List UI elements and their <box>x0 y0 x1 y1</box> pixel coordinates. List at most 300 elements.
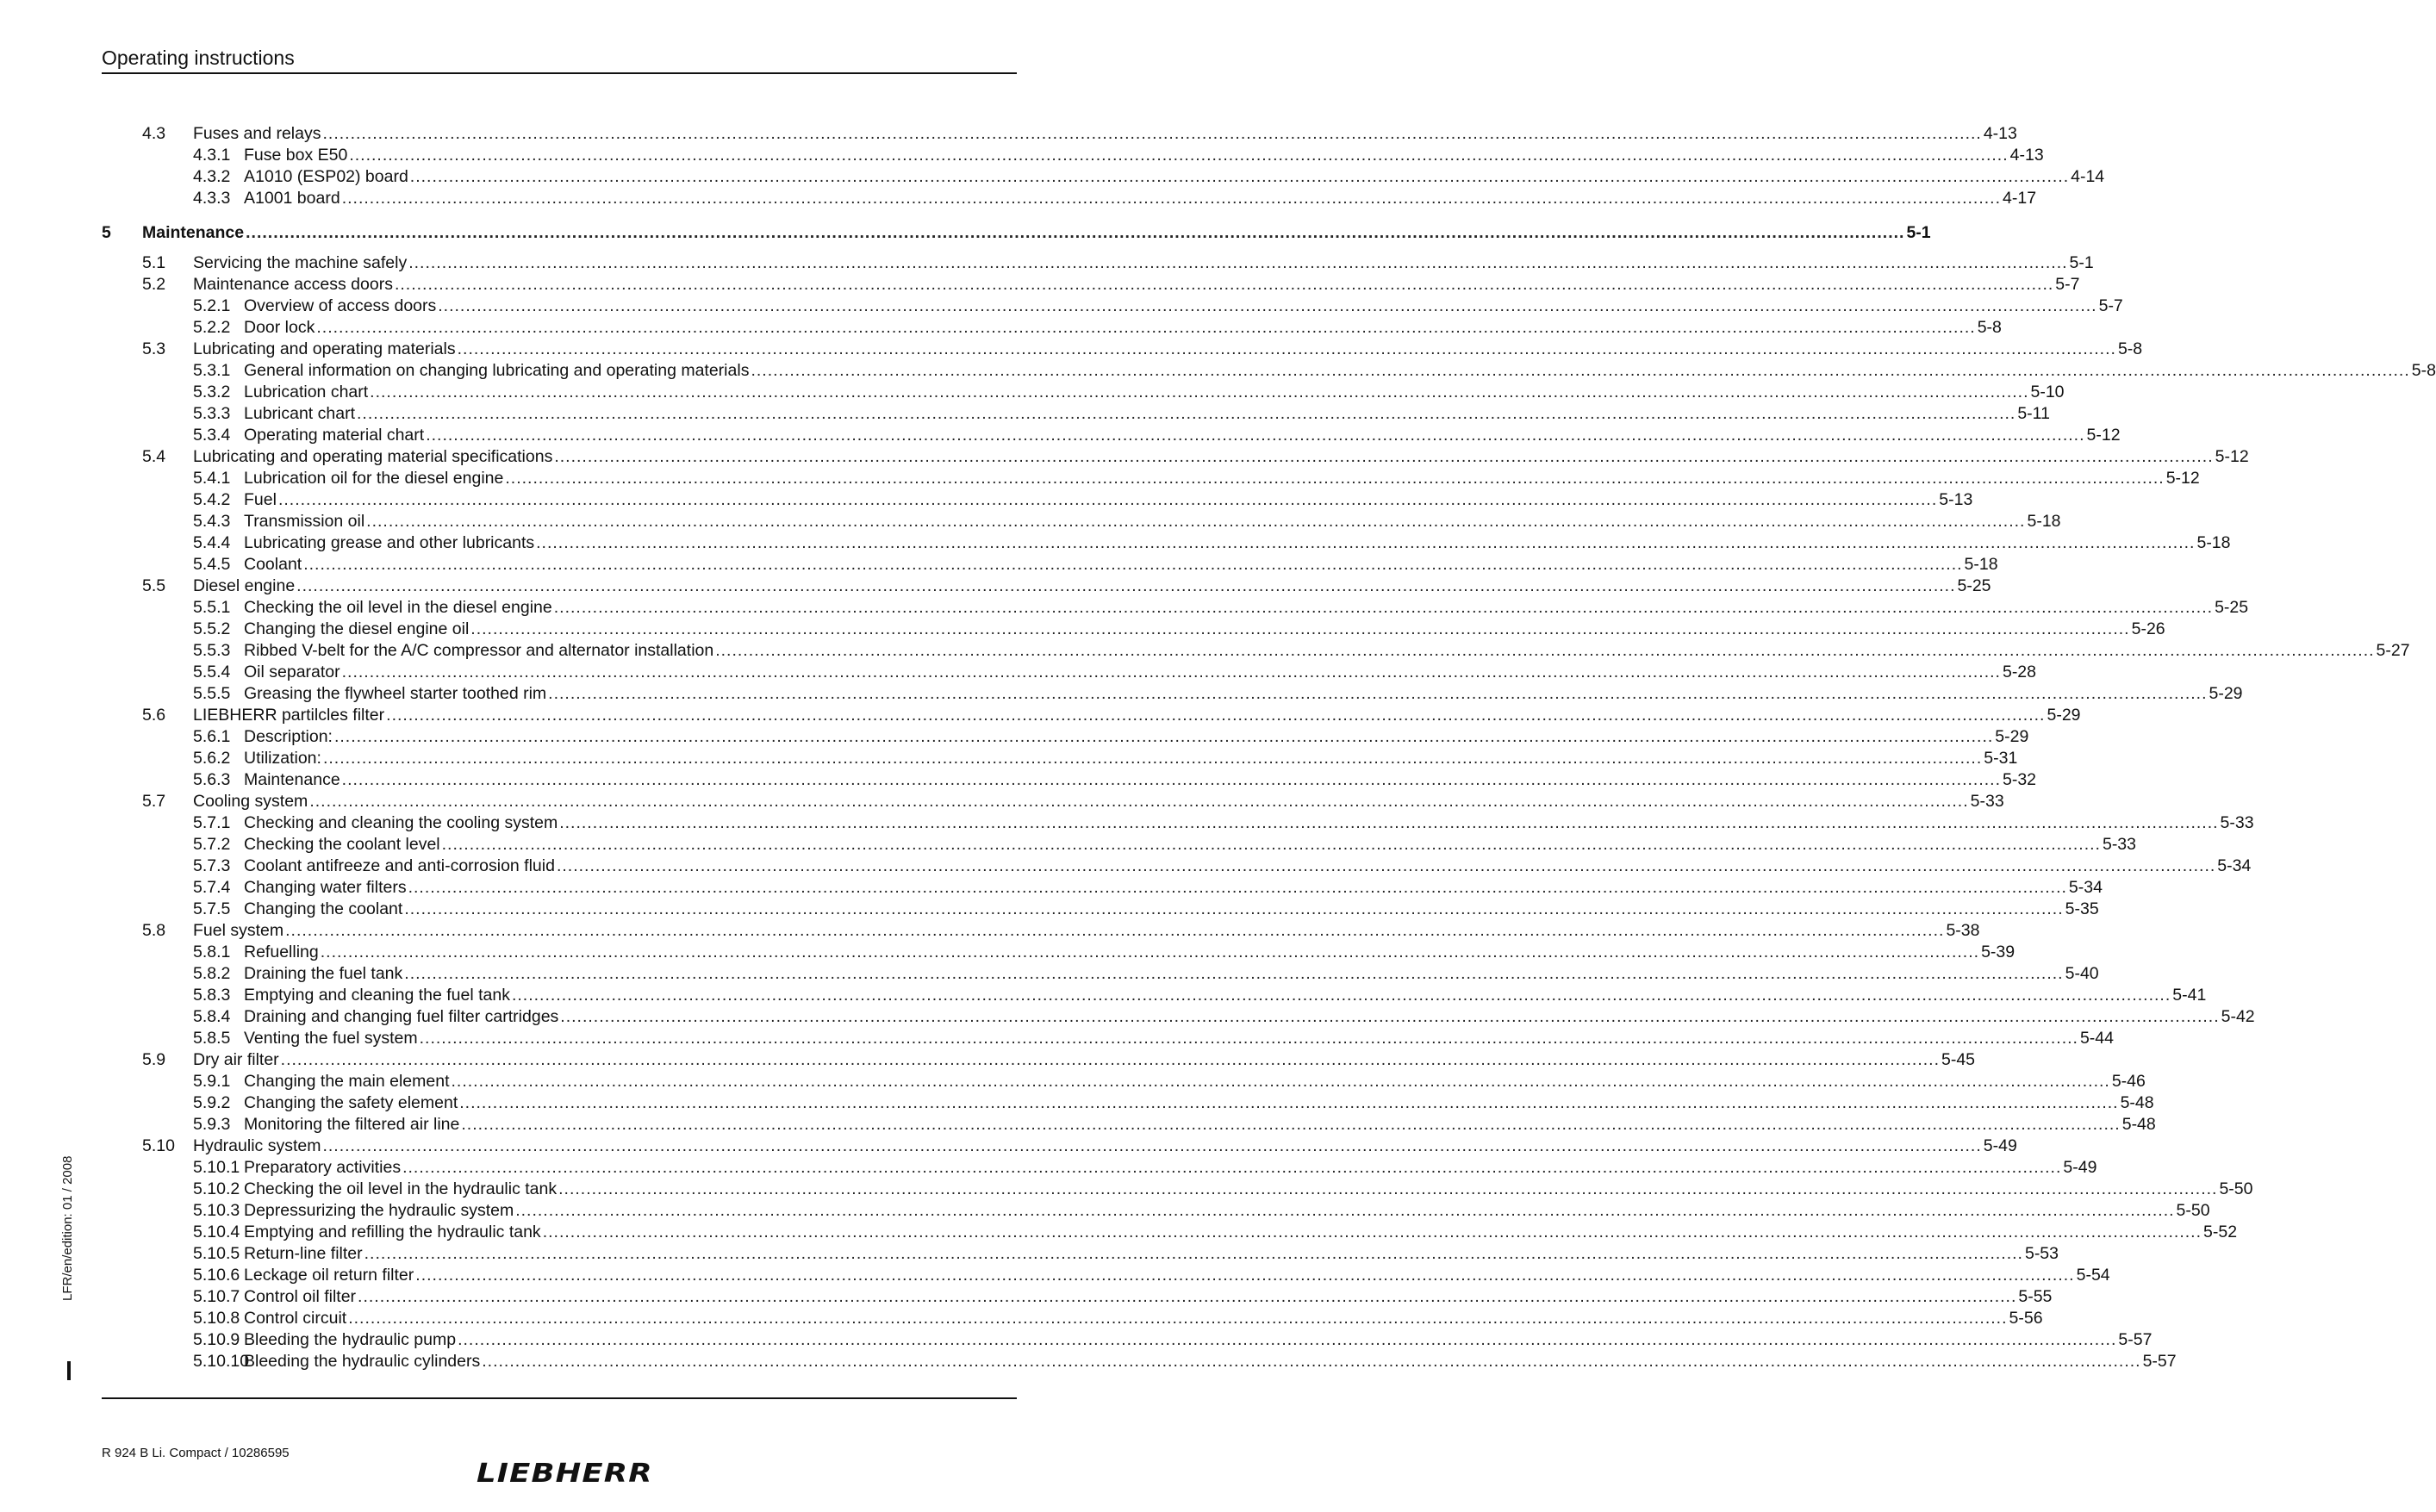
liebherr-logo: LIEBHERR <box>477 1459 653 1489</box>
toc-entry-number: 5.3.2 <box>193 383 231 401</box>
toc-entry-title: Oil separator <box>244 663 340 681</box>
toc-entry-title: Door lock <box>244 318 315 337</box>
toc-entry-title: Fuel <box>244 490 277 509</box>
toc-entry-title: Depressurizing the hydraulic system <box>244 1201 514 1220</box>
toc-entry-page: 5-8 <box>2411 361 2436 380</box>
toc-entry-number: 5.2.2 <box>193 318 231 337</box>
toc-entry-line <box>193 339 2143 360</box>
dot-leader: ............................................................................................................................................................................................................................................................................................................ <box>341 770 2001 789</box>
toc-entry[interactable] <box>0 619 2165 640</box>
dot-leader: ............................................................................................................................................................................................................................................................................................................ <box>426 426 2085 445</box>
toc-entry-number: 5.3 <box>142 339 166 358</box>
toc-entry-page: 5-55 <box>2018 1287 2053 1306</box>
toc-entry[interactable] <box>0 274 2080 296</box>
toc-entry-page: 5-40 <box>2065 964 2099 983</box>
toc-entry-line <box>193 274 2080 296</box>
dot-leader: ............................................................................................................................................................................................................................................................................................................ <box>553 598 2214 617</box>
toc-entry-title: Checking the coolant level <box>244 835 440 854</box>
toc-entry-number: 5.9 <box>142 1050 166 1069</box>
dot-leader: ............................................................................................................................................................................................................................................................................................................ <box>459 1093 2119 1112</box>
toc-entry-number: 5.4 <box>142 447 166 466</box>
dot-leader: ............................................................................................................................................................................................................................................................................................................ <box>322 1136 1982 1155</box>
toc-entry-line <box>244 812 2254 834</box>
toc-entry-line <box>244 1222 2238 1243</box>
toc-entry-page: 5-57 <box>2118 1330 2153 1349</box>
toc-entry[interactable] <box>0 942 2015 963</box>
toc-entry[interactable] <box>0 856 2252 877</box>
toc-entry-title: Overview of access doors <box>244 296 437 315</box>
toc-entry-page: 5-29 <box>1995 727 2029 746</box>
toc-entry[interactable] <box>0 1114 2156 1136</box>
toc-entry-title: Utilization: <box>244 749 321 768</box>
toc-entry-line <box>244 317 2002 339</box>
toc-entry-title: Lubrication chart <box>244 383 369 401</box>
dot-leader: ............................................................................................................................................................................................................................................................................................................ <box>536 533 2196 552</box>
toc-entry[interactable] <box>0 791 2004 812</box>
toc-entry-page: 5-56 <box>2009 1309 2043 1328</box>
toc-entry-line <box>244 985 2207 1006</box>
toc-entry[interactable] <box>0 166 2105 188</box>
toc-entry[interactable] <box>0 489 1973 511</box>
toc-entry[interactable] <box>0 554 1998 576</box>
toc-entry-page: 5-49 <box>2063 1158 2097 1177</box>
toc-entry[interactable] <box>0 640 2410 662</box>
toc-entry-page: 5-50 <box>2219 1179 2253 1198</box>
toc-entry-number: 5.7.2 <box>193 835 231 854</box>
toc-entry-number: 5.3.4 <box>193 426 231 445</box>
footer-divider <box>102 1397 1017 1399</box>
toc-entry-number: 5.9.1 <box>193 1072 231 1091</box>
toc-entry-title: Changing water filters <box>244 878 407 897</box>
toc-entry[interactable] <box>0 468 2200 489</box>
toc-entry[interactable] <box>0 769 2037 791</box>
toc-entry-title: Fuses and relays <box>193 124 321 143</box>
toc-entry-line <box>244 1028 2114 1049</box>
toc-entry[interactable] <box>0 1222 2238 1243</box>
toc-entry-page: 4-17 <box>2003 189 2037 208</box>
dot-leader: ............................................................................................................................................................................................................................................................................................................ <box>246 223 1905 242</box>
toc-entry-title: Maintenance access doors <box>193 275 393 294</box>
dot-leader: ............................................................................................................................................................................................................................................................................................................ <box>482 1352 2141 1371</box>
toc-entry[interactable] <box>0 1329 2153 1351</box>
toc-entry-line <box>244 188 2037 209</box>
dot-leader: ............................................................................................................................................................................................................................................................................................................ <box>419 1029 2078 1048</box>
toc-entry-title: Draining the fuel tank <box>244 964 403 983</box>
toc-entry-page: 5-28 <box>2002 663 2036 681</box>
toc-entry[interactable] <box>0 1286 2053 1308</box>
dot-leader: ............................................................................................................................................................................................................................................................................................................ <box>458 1330 2117 1349</box>
toc-entry[interactable] <box>0 317 2002 339</box>
toc-entry[interactable] <box>0 662 2036 683</box>
toc-entry[interactable] <box>0 1265 2110 1286</box>
dot-leader: ............................................................................................................................................................................................................................................................................................................ <box>559 813 2219 832</box>
toc-entry[interactable] <box>0 1243 2059 1265</box>
dot-leader: ............................................................................................................................................................................................................................................................................................................ <box>316 318 1976 337</box>
toc-entry-line <box>244 1265 2110 1286</box>
dot-leader: ............................................................................................................................................................................................................................................................................................................ <box>348 1309 2008 1328</box>
toc-entry-line <box>193 705 2081 726</box>
toc-entry-line <box>244 597 2249 619</box>
dot-leader: ............................................................................................................................................................................................................................................................................................................ <box>386 706 2046 725</box>
toc-entry-page: 5-44 <box>2079 1029 2114 1048</box>
toc-entry-line <box>193 1136 2017 1157</box>
toc-entry[interactable] <box>0 726 2029 748</box>
toc-entry-line <box>244 1157 2097 1179</box>
toc-entry-number: 5.3.1 <box>193 361 231 380</box>
toc-entry-number: 5.2 <box>142 275 166 294</box>
toc-entry-line <box>244 662 2036 683</box>
toc-entry-title: Preparatory activities <box>244 1158 402 1177</box>
toc-entry-number: 4.3 <box>142 124 166 143</box>
toc-entry-title: Changing the coolant <box>244 899 403 918</box>
toc-entry-title: Bleeding the hydraulic cylinders <box>244 1352 481 1371</box>
toc-entry-page: 5-25 <box>2215 598 2249 617</box>
toc-entry-page: 5-33 <box>2220 813 2254 832</box>
toc-entry[interactable] <box>0 188 2037 209</box>
toc-entry-title: Operating material chart <box>244 426 425 445</box>
toc-entry-number: 5.7.3 <box>193 856 231 875</box>
toc-entry-line <box>193 446 2249 468</box>
toc-entry-line <box>244 640 2410 662</box>
toc-entry[interactable] <box>0 252 2094 274</box>
toc-entry-number: 5.5.3 <box>193 641 231 660</box>
dot-leader: ............................................................................................................................................................................................................................................................................................................ <box>366 512 2026 531</box>
toc-entry[interactable] <box>0 1157 2097 1179</box>
toc-entry-number: 5.8.2 <box>193 964 231 983</box>
toc-entry-page: 5-1 <box>2069 253 2094 272</box>
dot-leader: ............................................................................................................................................................................................................................................................................................................ <box>349 146 2009 165</box>
dot-leader: ............................................................................................................................................................................................................................................................................................................ <box>285 921 1945 940</box>
dot-leader: ............................................................................................................................................................................................................................................................................................................ <box>441 835 2101 854</box>
toc-entry-number: 5.5.4 <box>193 663 231 681</box>
toc-entry-number: 5.4.3 <box>193 512 231 531</box>
toc-entry-page: 5-42 <box>2221 1007 2255 1026</box>
toc-entry[interactable] <box>0 1200 2210 1222</box>
toc-entry-number: 5.9.3 <box>193 1115 231 1134</box>
toc-entry-number: 5.5.2 <box>193 619 231 638</box>
toc-entry-title: Lubricating grease and other lubricants <box>244 533 535 552</box>
dot-leader: ............................................................................................................................................................................................................................................................................................................ <box>408 253 2068 272</box>
toc-entry[interactable] <box>0 899 2099 920</box>
dot-leader: ............................................................................................................................................................................................................................................................................................................ <box>357 404 2016 423</box>
toc-entry[interactable] <box>0 425 2121 446</box>
toc-entry-line <box>244 856 2252 877</box>
dot-leader: ............................................................................................................................................................................................................................................................................................................ <box>505 469 2165 488</box>
dot-leader: ............................................................................................................................................................................................................................................................................................................ <box>296 576 1956 595</box>
toc-entry-page: 5-41 <box>2172 986 2207 1005</box>
toc-entry[interactable] <box>0 339 2143 360</box>
toc-entry-title: Lubricating and operating material specifications <box>193 447 553 466</box>
toc-entry[interactable] <box>0 222 1931 244</box>
toc-entry[interactable] <box>0 1071 2146 1092</box>
toc-entry-line <box>244 554 1998 576</box>
toc-entry-title: Greasing the flywheel starter toothed rim <box>244 684 547 703</box>
dot-leader: ............................................................................................................................................................................................................................................................................................................ <box>542 1223 2202 1241</box>
toc-entry-number: 5.4.2 <box>193 490 231 509</box>
toc-entry-number: 4.3.1 <box>193 146 231 165</box>
toc-entry-page: 5-57 <box>2142 1352 2177 1371</box>
toc-entry-title: Draining and changing fuel filter cartridges <box>244 1007 559 1026</box>
toc-entry[interactable] <box>0 1308 2043 1329</box>
toc-entry[interactable] <box>0 1028 2114 1049</box>
toc-entry[interactable] <box>0 985 2207 1006</box>
toc-entry-line <box>244 1308 2043 1329</box>
toc-entry-line <box>244 489 1973 511</box>
dot-leader: ............................................................................................................................................................................................................................................................................................................ <box>333 727 1994 746</box>
toc-entry[interactable] <box>0 1049 1976 1071</box>
toc-entry[interactable] <box>0 920 1980 942</box>
toc-entry-number: 5.6.1 <box>193 727 231 746</box>
toc-entry[interactable] <box>0 1136 2017 1157</box>
toc-entry[interactable] <box>0 963 2099 985</box>
toc-entry-title: Coolant antifreeze and anti-corrosion fluid <box>244 856 555 875</box>
dot-leader: ............................................................................................................................................................................................................................................................................................................ <box>277 490 1938 509</box>
toc-entry-number: 5.7 <box>142 792 166 811</box>
toc-entry-page: 5-26 <box>2131 619 2165 638</box>
toc-entry-number: 5 <box>102 223 111 242</box>
toc-entry-line <box>244 619 2165 640</box>
page-title: Operating instructions <box>102 47 295 69</box>
toc-entry-line <box>193 920 1980 942</box>
toc-entry-page: 5-1 <box>1906 223 1931 242</box>
dot-leader: ............................................................................................................................................................................................................................................................................................................ <box>303 555 1963 574</box>
toc-entry-number: 5.10.9 <box>193 1330 240 1349</box>
dot-leader: ............................................................................................................................................................................................................................................................................................................ <box>751 361 2410 380</box>
dot-leader: ............................................................................................................................................................................................................................................................................................................ <box>461 1115 2121 1134</box>
toc-entry-line <box>244 1114 2156 1136</box>
toc-entry-line <box>244 877 2103 899</box>
toc-entry[interactable] <box>0 812 2254 834</box>
toc-entry-number: 5.10.6 <box>193 1266 240 1285</box>
dot-leader: ............................................................................................................................................................................................................................................................................................................ <box>408 878 2067 897</box>
toc-entry[interactable] <box>0 382 2065 403</box>
toc-entry-title: Control oil filter <box>244 1287 357 1306</box>
toc-entry[interactable] <box>0 1006 2255 1028</box>
toc-entry[interactable] <box>0 360 2436 382</box>
change-bar <box>67 1361 71 1380</box>
toc-entry-title: Transmission oil <box>244 512 365 531</box>
toc-entry-number: 5.7.4 <box>193 878 231 897</box>
toc-entry[interactable] <box>0 145 2044 166</box>
toc-entry-page: 5-46 <box>2111 1072 2146 1091</box>
dot-leader: ............................................................................................................................................................................................................................................................................................................ <box>322 749 1983 768</box>
toc-entry[interactable] <box>0 834 2136 856</box>
dot-leader: ............................................................................................................................................................................................................................................................................................................ <box>394 275 2054 294</box>
toc-entry-line <box>193 252 2094 274</box>
toc-entry-title: Changing the diesel engine oil <box>244 619 470 638</box>
toc-entry-line <box>244 403 2050 425</box>
dot-leader: ............................................................................................................................................................................................................................................................................................................ <box>370 383 2029 401</box>
toc-entry[interactable] <box>0 1351 2177 1372</box>
toc-entry-line <box>244 963 2099 985</box>
toc-entry-page: 5-54 <box>2076 1266 2110 1285</box>
toc-entry-number: 5.6 <box>142 706 166 725</box>
toc-entry-page: 5-48 <box>2121 1115 2156 1134</box>
toc-entry-page: 5-12 <box>2086 426 2121 445</box>
toc-entry-page: 5-12 <box>2165 469 2200 488</box>
toc-entry-title: Refuelling <box>244 943 319 961</box>
toc-entry[interactable] <box>0 123 2017 145</box>
toc-entry-number: 5.2.1 <box>193 296 231 315</box>
toc-entry-page: 5-34 <box>2068 878 2103 897</box>
toc-entry-page: 5-39 <box>1981 943 2015 961</box>
toc-entry[interactable] <box>0 748 2018 769</box>
toc-entry-title: Changing the main element <box>244 1072 450 1091</box>
toc-entry-number: 5.10.1 <box>193 1158 240 1177</box>
toc-entry-title: Fuse box E50 <box>244 146 348 165</box>
toc-entry-title: Monitoring the filtered air line <box>244 1115 460 1134</box>
toc-entry-title: A1010 (ESP02) board <box>244 167 408 186</box>
toc-entry-number: 5.10.4 <box>193 1223 240 1241</box>
toc-entry-number: 5.10.8 <box>193 1309 240 1328</box>
toc-entry-page: 5-13 <box>1939 490 1973 509</box>
toc-entry-line <box>244 145 2044 166</box>
toc-entry-title: Checking and cleaning the cooling system <box>244 813 558 832</box>
toc-entry-page: 5-8 <box>1977 318 2002 337</box>
toc-entry-page: 5-31 <box>1984 749 2018 768</box>
toc-entry-page: 5-53 <box>2024 1244 2059 1263</box>
toc-entry-title: Fuel system <box>193 921 284 940</box>
toc-entry-title: LIEBHERR partilcles filter <box>193 706 385 725</box>
toc-entry[interactable] <box>0 1179 2253 1200</box>
toc-entry-line <box>244 769 2037 791</box>
toc-entry[interactable] <box>0 446 2249 468</box>
toc-entry-number: 5.5 <box>142 576 166 595</box>
dot-leader: ............................................................................................................................................................................................................................................................................................................ <box>511 986 2171 1005</box>
dot-leader: ............................................................................................................................................................................................................................................................................................................ <box>556 856 2216 875</box>
toc-entry-page: 5-29 <box>2047 706 2081 725</box>
toc-entry-page: 5-7 <box>2098 296 2123 315</box>
toc-entry[interactable] <box>0 511 2061 532</box>
toc-entry-line <box>244 468 2200 489</box>
header-divider <box>102 72 1017 74</box>
dot-leader: ............................................................................................................................................................................................................................................................................................................ <box>402 1158 2062 1177</box>
toc-entry-page: 4-13 <box>2009 146 2044 165</box>
toc-entry-number: 5.10.3 <box>193 1201 240 1220</box>
toc-entry-number: 5.10.5 <box>193 1244 240 1263</box>
toc-entry-page: 5-12 <box>2215 447 2249 466</box>
dot-leader: ............................................................................................................................................................................................................................................................................................................ <box>415 1266 2075 1285</box>
toc-entry-title: Checking the oil level in the hydraulic tank <box>244 1179 558 1198</box>
dot-leader: ............................................................................................................................................................................................................................................................................................................ <box>515 1201 2175 1220</box>
toc-entry-number: 5.4.5 <box>193 555 231 574</box>
toc-entry-line <box>244 683 2243 705</box>
toc-entry[interactable] <box>0 532 2231 554</box>
toc-entry-line <box>244 511 2061 532</box>
toc-entry-line <box>193 123 2017 145</box>
toc-entry-number: 5.4.4 <box>193 533 231 552</box>
toc-entry-line <box>244 726 2029 748</box>
dot-leader: ............................................................................................................................................................................................................................................................................................................ <box>280 1050 1940 1069</box>
edition-note: LFR/en/edition: 01 / 2008 <box>60 1155 75 1301</box>
toc-entry-title: Bleeding the hydraulic pump <box>244 1330 457 1349</box>
toc-entry[interactable] <box>0 705 2081 726</box>
toc-entry-title: Lubricant chart <box>244 404 355 423</box>
toc-entry-page: 5-52 <box>2203 1223 2238 1241</box>
toc-entry-line <box>244 1006 2255 1028</box>
toc-entry-line <box>244 360 2436 382</box>
toc-entry-page: 5-45 <box>1941 1050 1976 1069</box>
toc-entry-title: Diesel engine <box>193 576 296 595</box>
toc-entry[interactable] <box>0 683 2243 705</box>
toc-entry-line <box>244 382 2065 403</box>
toc-entry[interactable] <box>0 1092 2154 1114</box>
toc-entry-page: 5-33 <box>1970 792 2004 811</box>
toc-entry[interactable] <box>0 296 2123 317</box>
toc-entry-title: Dry air filter <box>193 1050 279 1069</box>
toc-entry-line <box>244 1179 2253 1200</box>
toc-entry-title: Maintenance <box>244 770 340 789</box>
dot-leader: ............................................................................................................................................................................................................................................................................................................ <box>558 1179 2218 1198</box>
toc-entry-page: 5-10 <box>2030 383 2065 401</box>
toc-entry-number: 5.6.3 <box>193 770 231 789</box>
toc-entry-line <box>244 942 2015 963</box>
toc-entry-number: 5.5.5 <box>193 684 231 703</box>
toc-entry-line <box>193 576 1991 597</box>
toc-entry[interactable] <box>0 403 2050 425</box>
dot-leader: ............................................................................................................................................................................................................................................................................................................ <box>548 684 2208 703</box>
toc-entry-page: 5-48 <box>2120 1093 2154 1112</box>
toc-entry-title: Lubrication oil for the diesel engine <box>244 469 504 488</box>
dot-leader: ............................................................................................................................................................................................................................................................................................................ <box>715 641 2375 660</box>
toc-entry-title: Emptying and refilling the hydraulic tank <box>244 1223 541 1241</box>
toc-entry-page: 5-38 <box>1946 921 1980 940</box>
toc-entry-title: Ribbed V-belt for the A/C compressor and alternator installation <box>244 641 714 660</box>
toc-entry-number: 5.10 <box>142 1136 175 1155</box>
toc-entry-page: 5-18 <box>2196 533 2231 552</box>
toc-entry-number: 5.8.4 <box>193 1007 231 1026</box>
toc-entry-page: 5-18 <box>1964 555 1998 574</box>
dot-leader: ............................................................................................................................................................................................................................................................................................................ <box>322 124 1982 143</box>
toc-entry-line <box>244 1351 2177 1372</box>
toc-entry-title: Description: <box>244 727 333 746</box>
toc-entry-number: 5.3.3 <box>193 404 231 423</box>
toc-entry-title: Lubricating and operating materials <box>193 339 456 358</box>
toc-entry-line <box>244 1243 2059 1265</box>
toc-entry-line <box>244 834 2136 856</box>
toc-entry-line <box>193 791 2004 812</box>
dot-leader: ............................................................................................................................................................................................................................................................................................................ <box>341 189 2002 208</box>
toc-entry[interactable] <box>0 597 2249 619</box>
toc-entry-number: 5.4.1 <box>193 469 231 488</box>
dot-leader: ............................................................................................................................................................................................................................................................................................................ <box>364 1244 2023 1263</box>
toc-entry-page: 5-29 <box>2209 684 2243 703</box>
toc-entry-page: 5-8 <box>2117 339 2143 358</box>
toc-entry-number: 5.8.5 <box>193 1029 231 1048</box>
toc-entry-page: 5-32 <box>2003 770 2037 789</box>
toc-entry-page: 5-18 <box>2027 512 2061 531</box>
toc-entry-number: 5.9.2 <box>193 1093 231 1112</box>
toc-entry-page: 5-35 <box>2065 899 2099 918</box>
dot-leader: ............................................................................................................................................................................................................................................................................................................ <box>320 943 1980 961</box>
dot-leader: ............................................................................................................................................................................................................................................................................................................ <box>404 964 2064 983</box>
dot-leader: ............................................................................................................................................................................................................................................................................................................ <box>451 1072 2110 1091</box>
toc-entry-line <box>244 1329 2153 1351</box>
toc-entry-line <box>244 1286 2053 1308</box>
toc-entry-page: 5-49 <box>1983 1136 2017 1155</box>
toc-entry-number: 5.8 <box>142 921 166 940</box>
toc-entry[interactable] <box>0 877 2103 899</box>
toc-entry-title: Changing the safety element <box>244 1093 458 1112</box>
dot-leader: ............................................................................................................................................................................................................................................................................................................ <box>409 167 2070 186</box>
toc-entry[interactable] <box>0 576 1991 597</box>
toc-entry-number: 5.5.1 <box>193 598 231 617</box>
footer-model: R 924 B Li. Compact / 10286595 <box>102 1446 290 1460</box>
toc-entry-number: 5.6.2 <box>193 749 231 768</box>
toc-entry-number: 4.3.2 <box>193 167 231 186</box>
toc-entry-number: 5.10.7 <box>193 1287 240 1306</box>
dot-leader: ............................................................................................................................................................................................................................................................................................................ <box>358 1287 2017 1306</box>
